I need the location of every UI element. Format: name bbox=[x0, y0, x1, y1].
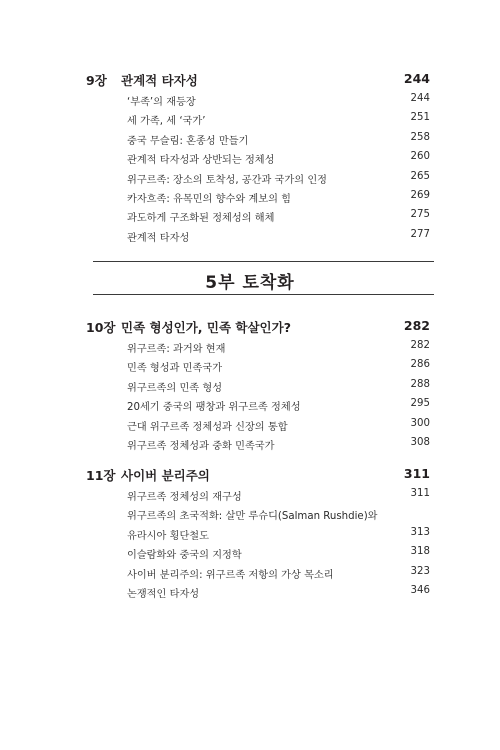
chapter-page: 244 bbox=[403, 71, 430, 86]
entry-page: 323 bbox=[410, 565, 430, 577]
toc-entry bbox=[0, 546, 500, 565]
entry-page: 286 bbox=[410, 359, 430, 371]
entry-title: 위구르족 정체성의 재구성 bbox=[127, 492, 242, 503]
toc-entry bbox=[0, 151, 500, 170]
toc-entry bbox=[0, 488, 500, 507]
entry-title: ‘부족’의 재등장 bbox=[127, 97, 196, 108]
entry-title: 20세기 중국의 팽창과 위구르족 정체성 bbox=[127, 402, 301, 414]
entry-title: 관계적 타자성 bbox=[127, 232, 190, 244]
entry-title: 중국 무슬림: 혼종성 만들기 bbox=[127, 135, 249, 147]
toc-entry bbox=[0, 132, 500, 151]
chapter-number: 9장 bbox=[86, 73, 107, 88]
toc-entry bbox=[0, 566, 500, 585]
entry-page: 313 bbox=[410, 526, 430, 538]
entry-page: 277 bbox=[410, 228, 430, 240]
toc-entry bbox=[0, 112, 500, 131]
entry-title: 사이버 분리주의: 위구르족 저항의 가상 목소리 bbox=[127, 569, 334, 581]
chapter-title: 민족 형성인가, 민족 학살인가? bbox=[121, 320, 291, 335]
entry-page: 275 bbox=[410, 209, 430, 221]
entry-title: 위구르족: 장소의 토착성, 공간과 국가의 인정 bbox=[127, 174, 328, 186]
toc-entry bbox=[0, 229, 500, 248]
entry-title: 위구르족 정체성과 중화 민족국가 bbox=[127, 440, 275, 452]
chapter-11 bbox=[0, 466, 500, 604]
toc-entry bbox=[0, 418, 500, 437]
part-title: 5부 토착화 bbox=[205, 273, 295, 293]
chapter-10 bbox=[0, 318, 500, 456]
entry-page: 295 bbox=[410, 398, 430, 410]
entry-page: 346 bbox=[410, 584, 430, 596]
chapter-heading bbox=[0, 71, 500, 93]
toc-entry bbox=[0, 359, 500, 378]
part-divider-top bbox=[93, 261, 434, 262]
entry-page: 308 bbox=[410, 436, 430, 448]
toc-entry bbox=[0, 437, 500, 456]
chapter-title: 사이버 분리주의 bbox=[121, 468, 210, 483]
entry-page: 282 bbox=[410, 340, 430, 351]
entry-title: 논쟁적인 타자성 bbox=[127, 588, 200, 600]
toc-entry bbox=[0, 585, 500, 604]
entry-page: 265 bbox=[410, 170, 430, 182]
entry-page: 318 bbox=[410, 546, 430, 558]
entry-page: 260 bbox=[410, 151, 430, 163]
chapter-number: 10장 bbox=[86, 320, 116, 335]
chapter-heading bbox=[0, 318, 500, 340]
entry-title: 관계적 타자성과 상반되는 정체성 bbox=[127, 155, 275, 167]
toc-entry bbox=[0, 93, 500, 112]
toc-entry bbox=[0, 398, 500, 417]
entry-title: 이슬람화와 중국의 지정학 bbox=[127, 550, 242, 562]
chapter-title: 관계적 타자성 bbox=[121, 73, 198, 88]
entry-title: 과도하게 구조화된 정체성의 해체 bbox=[127, 213, 275, 225]
toc-entry bbox=[0, 190, 500, 209]
toc-entry bbox=[0, 507, 500, 526]
entry-title: 유라시아 횡단철도 bbox=[127, 530, 209, 542]
entry-page: 288 bbox=[410, 378, 430, 390]
entry-title: 위구르족: 과거와 현재 bbox=[127, 344, 226, 355]
chapter-page: 282 bbox=[403, 318, 430, 333]
toc-entry bbox=[0, 379, 500, 398]
entry-title: 카자흐족: 유목민의 향수와 계보의 힘 bbox=[127, 193, 292, 205]
toc-entry bbox=[0, 340, 500, 359]
entry-page: 269 bbox=[410, 189, 430, 201]
entry-page: 300 bbox=[410, 417, 430, 429]
entry-page: 258 bbox=[410, 131, 430, 143]
chapter-page: 311 bbox=[403, 466, 430, 481]
chapter-number: 11장 bbox=[86, 468, 116, 483]
entry-title: 세 가족, 세 ‘국가’ bbox=[127, 116, 206, 128]
toc-entry bbox=[0, 209, 500, 228]
part-divider-bottom bbox=[93, 294, 434, 295]
chapter-9 bbox=[0, 71, 500, 248]
entry-page: 311 bbox=[410, 488, 430, 499]
entry-title: 위구르족의 민족 형성 bbox=[127, 382, 223, 394]
toc-entry bbox=[0, 527, 500, 546]
entry-title: 민족 형성과 민족국가 bbox=[127, 363, 223, 375]
chapter-heading bbox=[0, 466, 500, 488]
entry-page: 244 bbox=[410, 93, 430, 104]
entry-page: 251 bbox=[410, 112, 430, 124]
toc-entry bbox=[0, 171, 500, 190]
entry-title: 근대 위구르족 정체성과 신장의 통합 bbox=[127, 421, 288, 433]
entry-title: 위구르족의 초국적화: 살만 루슈디(Salman Rushdie)와 bbox=[127, 511, 378, 523]
